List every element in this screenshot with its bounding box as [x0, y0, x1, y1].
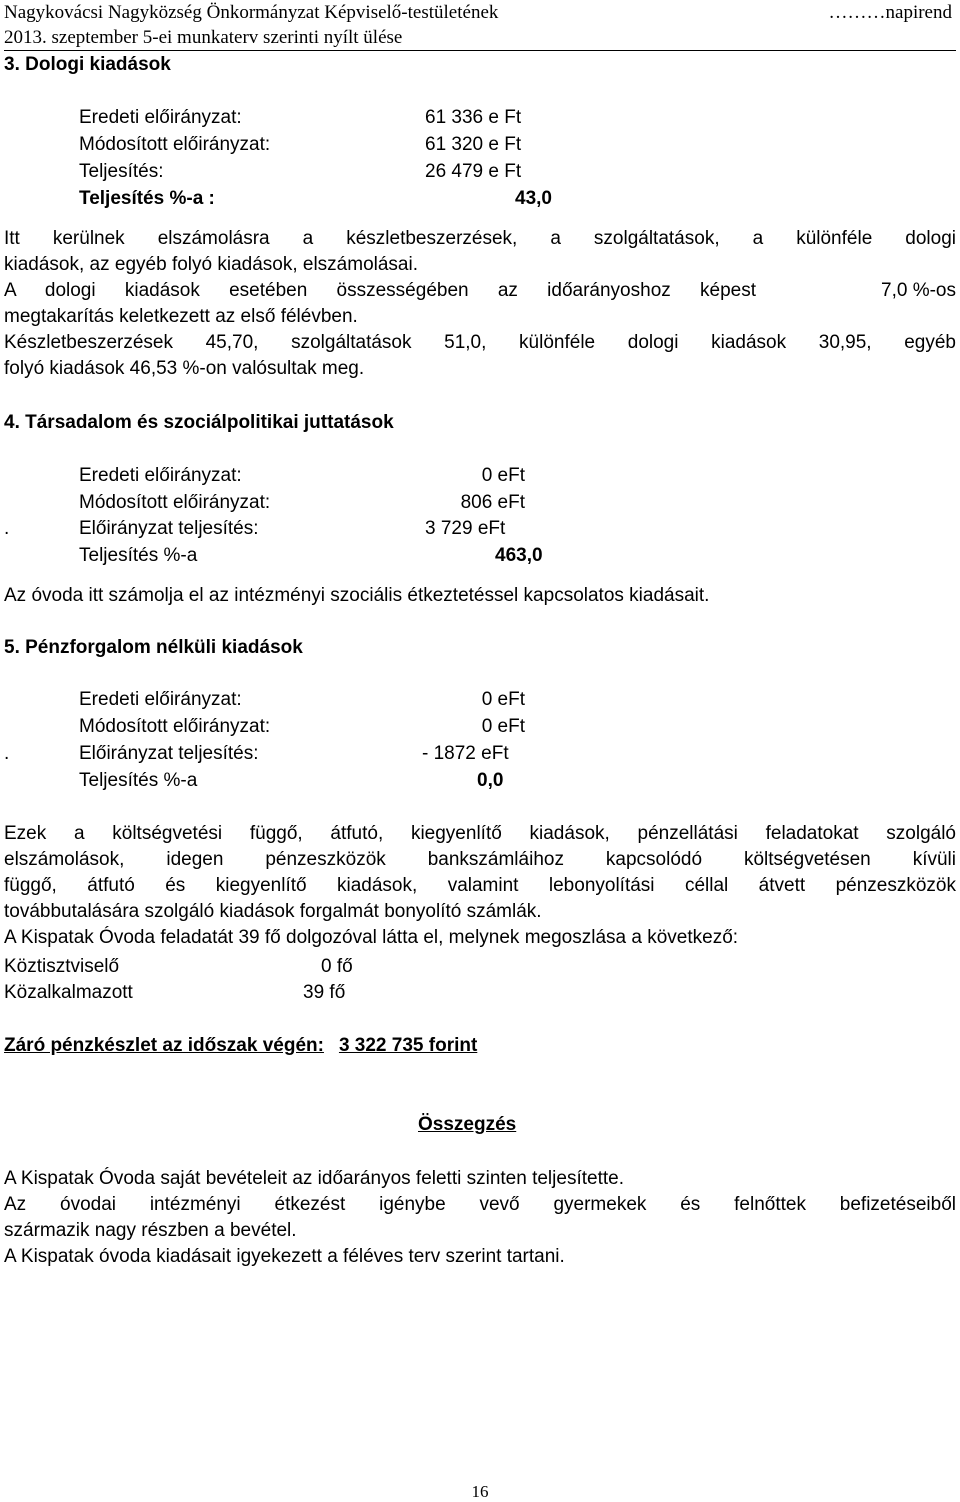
text-line: Itt kerülnek elszámolásra a készletbeszerzések, a szolgáltatások, a különféle dologi: [4, 228, 956, 249]
text-line: továbbutalására szolgáló kiadások forgalmát bonyolító számlák.: [4, 901, 542, 922]
text-line-part: 7,0 %-os: [881, 280, 956, 301]
budget-value: 0 eFt: [481, 689, 525, 710]
budget-label: Módosított előirányzat:: [79, 716, 271, 737]
text-line: kiadások, az egyéb folyó kiadások, elszámolásai.: [4, 254, 419, 275]
section-5-title: 5. Pénzforgalom nélküli kiadások: [4, 637, 303, 658]
budget-value: 0 eFt: [481, 465, 525, 486]
text-line: A Kispatak Óvoda feladatát 39 fő dolgozóval látta el, melynek megoszlása a következő:: [4, 927, 739, 948]
header-subtitle: 2013. szeptember 5-ei munkaterv szerinti nyílt ülése: [4, 27, 403, 48]
text-line: elszámolások, idegen pénzeszközök bankszámláihoz kapcsolódó költségvetésen kívüli: [4, 849, 956, 870]
budget-label: . Előirányzat teljesítés:: [4, 518, 259, 539]
budget-label: Módosított előirányzat:: [79, 492, 271, 513]
budget-label-text: Előirányzat teljesítés:: [79, 743, 259, 764]
header-title: Nagykovácsi Nagyközség Önkormányzat Képviselő-testületének: [4, 2, 499, 23]
percent-label: Teljesítés %-a: [79, 545, 198, 566]
text-line: származik nagy részben a bevétel.: [4, 1220, 297, 1241]
budget-value: 0 eFt: [481, 716, 525, 737]
budget-value: 26 479 e Ft: [425, 161, 522, 182]
closing-balance-value: 3 322 735 forint: [338, 1035, 478, 1056]
budget-label: Eredeti előirányzat:: [79, 107, 242, 128]
text-line: folyó kiadások 46,53 %-on valósultak meg.: [4, 358, 365, 379]
budget-value: 3 729 eFt: [425, 518, 506, 539]
closing-balance: [4, 1035, 477, 1057]
budget-label: Teljesítés:: [79, 161, 164, 182]
percent-value: 463,0: [495, 545, 543, 566]
closing-balance-label: Záró pénzkészlet az időszak végén:: [4, 1035, 324, 1056]
page-number: 16: [471, 1482, 489, 1501]
budget-label-text: Előirányzat teljesítés:: [79, 518, 259, 539]
text-line: Az óvodai intézményi étkezést igénybe vevő gyermekek és felnőttek befizetéseiből: [4, 1194, 956, 1215]
summary-paragraph: [4, 1166, 956, 1270]
staff-value: 0 fő: [321, 956, 353, 977]
staff-label: Köztisztviselő: [4, 956, 120, 977]
budget-value: 61 336 e Ft: [425, 107, 522, 128]
budget-value: 61 320 e Ft: [425, 134, 522, 155]
text-line: [4, 278, 956, 304]
summary-title: Összegzés: [418, 1114, 517, 1135]
header-napirend: ………napirend: [828, 2, 952, 23]
budget-label: Eredeti előirányzat:: [79, 465, 242, 486]
budget-value: 806 eFt: [460, 492, 525, 513]
section-4-title: 4. Társadalom és szociálpolitikai juttatások: [4, 412, 394, 433]
percent-value: 0,0: [477, 770, 504, 791]
text-line: A Kispatak óvoda kiadásait igyekezett a féléves terv szerint tartani.: [4, 1246, 565, 1267]
percent-value: 43,0: [515, 188, 552, 209]
text-line: függő, átfutó és kiegyenlítő kiadások, valamint lebonyolítási céllal átvett pénzeszközök: [4, 875, 956, 896]
text-line: Ezek a költségvetési függő, átfutó, kiegyenlítő kiadások, pénzellátási feladatokat szolgáló: [4, 823, 956, 844]
section-3-paragraph: [4, 226, 956, 382]
header-divider: [4, 50, 956, 51]
section-4-text: Az óvoda itt számolja el az intézményi szociális étkeztetéssel kapcsolatos kiadásait.: [4, 585, 710, 606]
percent-label: Teljesítés %-a :: [79, 188, 215, 209]
staff-label: Közalkalmazott: [4, 982, 133, 1003]
budget-label: . Előirányzat teljesítés:: [4, 743, 259, 764]
section-3-title: 3. Dologi kiadások: [4, 54, 171, 75]
text-line: Készletbeszerzések 45,70, szolgáltatások 51,0, különféle dologi kiadások 30,95, egyéb: [4, 332, 956, 353]
text-line: megtakarítás keletkezett az első félévben.: [4, 306, 358, 327]
budget-label: Eredeti előirányzat:: [79, 689, 242, 710]
text-line: A Kispatak Óvoda saját bevételeit az időarányos feletti szinten teljesítette.: [4, 1168, 624, 1189]
staff-value: 39 fő: [303, 982, 346, 1003]
text-line-part: A dologi kiadások esetében összességében az időarányoshoz képest: [4, 280, 756, 301]
section-5-paragraph: [4, 821, 956, 951]
budget-value: - 1872 eFt: [422, 743, 509, 764]
percent-label: Teljesítés %-a: [79, 770, 198, 791]
budget-label: Módosított előirányzat:: [79, 134, 271, 155]
